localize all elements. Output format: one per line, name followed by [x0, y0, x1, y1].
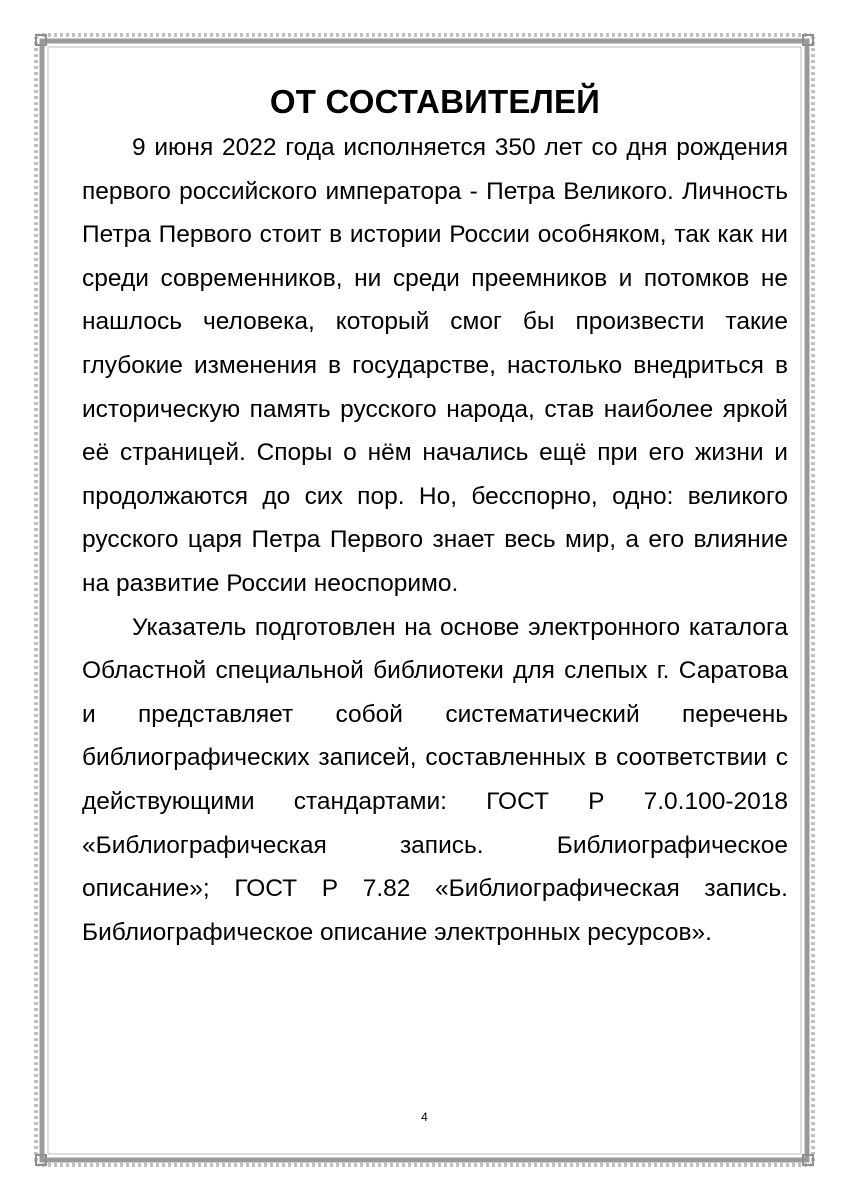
- document-title: ОТ СОСТАВИТЕЛЕЙ: [269, 83, 601, 120]
- page-number: 4: [421, 1110, 428, 1124]
- paragraph-index-description: Указатель подготовлен на основе электронного каталога Областной специальной библиотеки для слепых г. Саратова и представляет собой систематический перечень библиографических записей, составленных в соответствии с действующими стандартами: ГОСТ Р 7.0.100-2018 «Библиографическая запись. Библиографическое описание»; ГОСТ Р 7.82 «Библиографическая запись. Библиографическое описание электронных ресурсов».: [82, 613, 788, 946]
- document-body: [82, 78, 788, 954]
- paragraph-intro: 9 июня 2022 года исполняется 350 лет со дня рождения первого российского императора - Петра Великого. Личность Петра Первого стоит в истории России особняком, так как ни среди современников, ни среди преемников и потомков не нашлось человека, который смог бы произвести такие глубокие изменения в государстве, настолько внедриться в историческую память русского народа, став наиболее яркой её страницей. Споры о нём начались ещё при его жизни и продолжаются до сих пор. Но, бесспорно, одно: великого русского царя Петра Первого знает весь мир, а его влияние на развитие России неоспоримо.: [82, 134, 788, 597]
